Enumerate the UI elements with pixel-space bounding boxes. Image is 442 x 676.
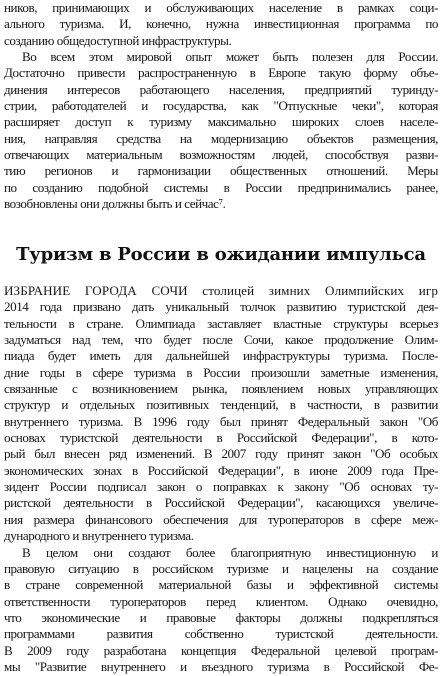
text-line: внутреннего туризма. В 1996 году был принят Федеральный закон "Об [4, 413, 438, 429]
text-line: динения интересов работающего населения, предприятий туринду- [4, 81, 438, 97]
text-line: зидент России подписал закон о поправках к закону "Об основах ту- [4, 479, 438, 495]
text-line: ИЗБРАНИЕ ГОРОДА СОЧИ столицей зимних Олимпийских игр [4, 283, 438, 298]
text-line: дние годы в сфере туризма в России произошли заметные изменения, [4, 364, 438, 380]
text-line: ников, принимающих и обслуживающих население в рамках соци- [4, 0, 438, 15]
text-line: тию регионов и гармонизации общественных отношений. Меры [4, 163, 438, 179]
text-line: ристской деятельности в Российской Федерации", касающихся увеличе- [4, 495, 438, 511]
paragraph-block-top [4, 0, 438, 212]
section-heading: Туризм в России в ожидании импульса [16, 244, 426, 265]
text-line: созданию общедоступной инфраструктуры. [4, 32, 232, 48]
text-line: расширяет доступ к туризму максимально широких слоев населе- [4, 114, 438, 130]
text-line: связанные с возникновением рынка, появлением новых управляющих [4, 381, 438, 397]
text-line: Достаточно привести распространенную в Европе такую форму объе- [4, 65, 438, 81]
text-line: 2014 года призвано дать уникальный толчок развитию туристской дея- [4, 299, 438, 315]
text-line: В целом они создают более благоприятную инвестиционную и [22, 544, 438, 560]
text-line: основах туристской деятельности в Российской Федерации", в кото- [4, 430, 438, 446]
text-line: возобновлены они должны быть и сейчас⁷. [4, 196, 226, 212]
text-line: рый был внесен ряд изменений. В 2007 году принят закон "Об особых [4, 446, 438, 462]
text-line: задуматься над тем, что будет после Сочи, какое продолжение Олим- [4, 332, 438, 348]
text-line: дународного и внутреннего туризма. [4, 528, 194, 544]
text-line: тельности в стране. Олимпиада заставляет властные структуры всерьез [4, 315, 438, 331]
text-line: ального туризма. И, конечно, нужна инвестиционная программа по [4, 16, 438, 32]
text-line: ния, направляя средства на модернизацию объектов размещения, [4, 130, 438, 146]
text-line: отвечающих материальным возможностям людей, способствуя разви- [4, 147, 438, 163]
text-line: программами развития собственно туристской деятельности. [4, 626, 438, 642]
text-line: правовую ситуацию в российском туризме и нацелены на создание [4, 560, 438, 576]
text-line: в стране современной материальной базы и эффективной системы [4, 577, 438, 593]
text-line: мы "Развитие внутреннего и въездного туризма в Российской Фе- [4, 658, 438, 674]
paragraph-block-bottom [4, 283, 438, 675]
text-line: по созданию подобной системы в России предпринимались ранее, [4, 179, 438, 195]
text-line: что экономические и правовые факторы должны подкрепляться [4, 609, 438, 625]
text-line: ответственности туроператоров перед клиентом. Однако очевидно, [4, 593, 438, 609]
text-line: пиада будет иметь для дальнейшей инфраструктуры туризма. После- [4, 348, 438, 364]
text-line: стрии, работодателей и государства, как "Отпускные чеки", которая [4, 98, 438, 114]
text-line: ния размера финансового обеспечения для туроператоров в сфере меж- [4, 511, 438, 527]
text-line: В 2009 году разработана концепция Федеральной целевой програм- [4, 642, 438, 658]
text-line: Во всем этом мировой опыт может быть полезен для России. [22, 49, 438, 65]
text-line: экономических зонах в Российской Федерации", в июне 2009 года Пре- [4, 462, 438, 478]
text-line: структур и отдельных позитивных тенденций, в частности, в развитии [4, 397, 438, 413]
